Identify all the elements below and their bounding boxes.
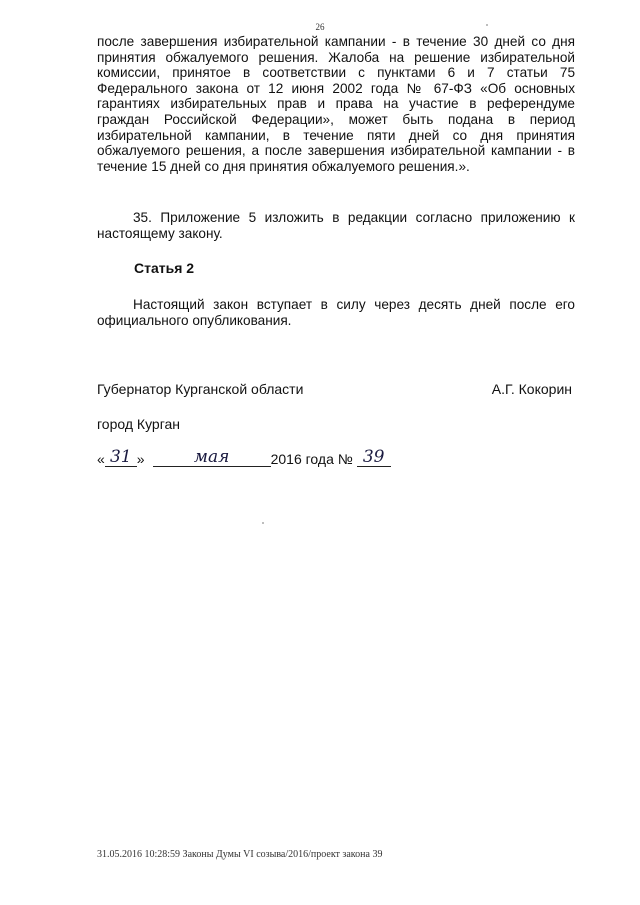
scan-speck — [262, 522, 264, 524]
paragraph-continuation — [97, 34, 575, 174]
paragraph-text: 35. Приложение 5 изложить в редакции согласно приложению к настоящему закону. — [97, 210, 575, 241]
page-number: 26 — [315, 22, 325, 32]
paragraph-item-35 — [97, 210, 575, 241]
scan-speck — [486, 24, 488, 26]
date-year-text: 2016 года № — [270, 451, 353, 467]
paragraph-text: Настоящий закон вступает в силу через десять дней после его официального опубликования. — [97, 297, 575, 328]
date-open-quote: « — [97, 451, 105, 467]
paragraph-text: после завершения избирательной кампании - в течение 30 дней со дня принятия обжалуемого решения. Жалоба на решение избирательной комиссии, принятое в соответствии с пунктами 6 и 7 статьи 75 Федерального закона от 12 июня 2002 года № 67-ФЗ «Об основных гарантиях избирательных прав и права на участие в референдуме граждан Российской Федерации», может быть подана в период избирательной кампании, в течение пяти дней со дня принятия обжалуемого решения, а после завершения избирательной кампании - в течение 15 дней со дня принятия обжалуемого решения.». — [97, 34, 575, 174]
handwritten-day: 31 — [105, 448, 137, 467]
signing-date-line — [97, 448, 391, 470]
date-close-quote: » — [136, 451, 145, 467]
handwritten-month: мая — [153, 448, 271, 467]
article-heading: Статья 2 — [134, 260, 195, 276]
handwritten-law-number: 39 — [357, 448, 391, 467]
signer-name: А.Г. Кокорин — [491, 381, 572, 397]
file-path-footer: 31.05.2016 10:28:59 Законы Думы VI созыва/2016/проект закона 39 — [97, 849, 383, 860]
city-label: город Курган — [97, 416, 181, 432]
paragraph-entry-into-force — [97, 297, 575, 328]
governor-title: Губернатор Курганской области — [97, 381, 304, 397]
